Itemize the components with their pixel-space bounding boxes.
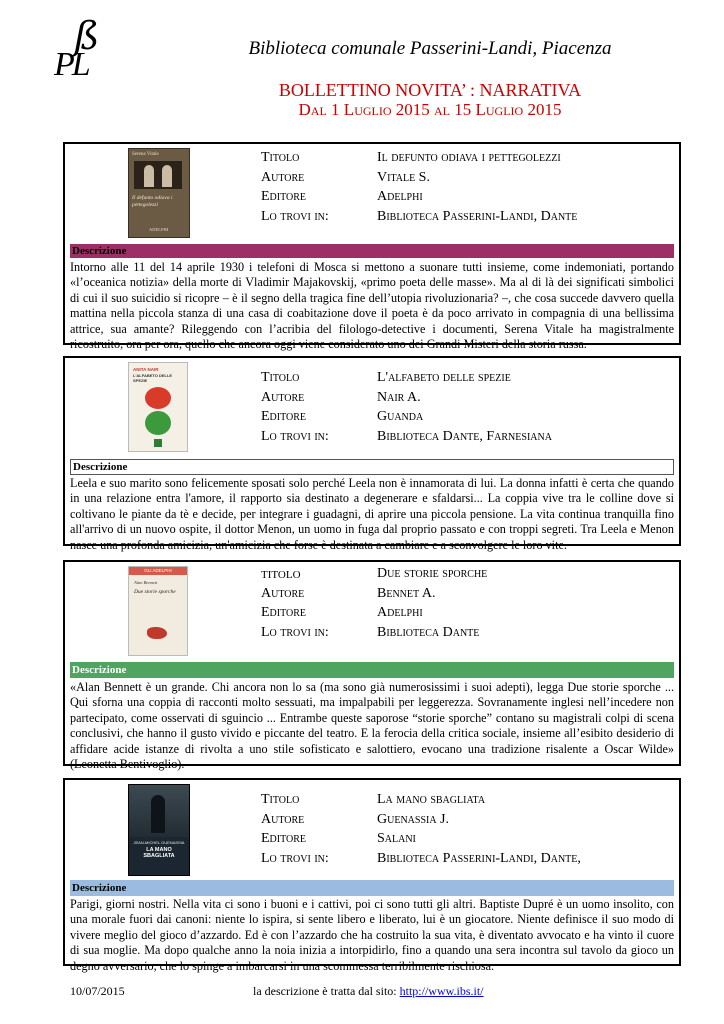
label-editore: Editore xyxy=(261,831,307,846)
book-card-1 xyxy=(63,142,681,352)
book-publisher-1: Adelphi xyxy=(377,189,423,204)
source-link[interactable]: http://www.ibs.it/ xyxy=(399,984,484,998)
cover-author-2: ANITA NAIR xyxy=(133,367,159,372)
cover-title-2: L'ALFABETO DELLE SPEZIE xyxy=(133,373,173,383)
book-cover-4 xyxy=(128,784,190,876)
footer-date: 10/07/2015 xyxy=(70,984,125,998)
cover-photo-4 xyxy=(129,785,189,837)
book-card-2 xyxy=(63,356,681,552)
book-cover-1 xyxy=(128,148,190,238)
footer-source xyxy=(253,984,484,999)
book-title-3: Due storie sporche xyxy=(377,566,488,581)
label-autore: Autore xyxy=(261,389,305,405)
label-autore: Autore xyxy=(261,811,305,827)
book-publisher-3: Adelphi xyxy=(377,605,423,620)
cover-title-4: LA MANO SBAGLIATA xyxy=(143,847,175,859)
book-location-3: Biblioteca Dante xyxy=(377,624,480,640)
label-autore: Autore xyxy=(261,585,305,601)
book-title-2: L'alfabeto delle spezie xyxy=(377,370,511,385)
label-titolo: Titolo xyxy=(261,150,300,165)
label-lo-trovi: Lo trovi in: xyxy=(261,850,329,866)
cover-title-3: Due storie sporche xyxy=(134,589,176,595)
description-header-1: Descrizione xyxy=(70,244,674,258)
book-card-4 xyxy=(63,778,681,973)
book-cover-3 xyxy=(128,566,188,656)
book-author-4: Guenassia J. xyxy=(377,811,450,827)
book-description-2: Leela e suo marito sono felicemente sposati solo perché Leela non è innamorata di lui. La donna infatti è certa che quando in una relazione entra l'amore, il rapporto sia destinato a degenerare e sfaldarsi... La coppia vive tra le colline dove si coltivano le piante da tè e decide, per integrare i guadagni, di aprire una piccola pensione. La vita continua tranquilla fino all'arrivo di un nuovo ospite, il dottor Menon, un uomo in fuga dal proprio passato e con troppi segreti. Tra Leela e Menon nasce una profonda amicizia, un'amicizia che forse è destinata a cambiare e a sconvolgere le loro vite. xyxy=(70,476,674,552)
cover-author-1: Serena Vitale xyxy=(132,152,159,157)
book-location-2: Biblioteca Dante, Farnesiana xyxy=(377,428,552,444)
bulletin-title: BOLLETTINO NOVITA’ : NARRATIVA xyxy=(278,80,582,100)
book-title-4: La mano sbagliata xyxy=(377,792,486,807)
cover-title-1: Il defunto odiava i pettegolezzi xyxy=(132,195,173,208)
label-editore: Editore xyxy=(261,189,307,204)
bulletin-period: Dal 1 Luglio 2015 al 15 Luglio 2015 xyxy=(298,100,562,119)
cover-series-3: GLI ADELPHI xyxy=(129,567,187,575)
book-title-1: Il defunto odiava i pettegolezzi xyxy=(377,150,561,165)
book-location-4: Biblioteca Passerini-Landi, Dante, xyxy=(377,850,581,866)
library-name: Biblioteca comunale Passerini-Landi, Piacenza xyxy=(248,38,612,59)
book-author-1: Vitale S. xyxy=(377,169,430,185)
book-publisher-2: Guanda xyxy=(377,409,424,424)
label-lo-trovi: Lo trovi in: xyxy=(261,428,329,444)
library-logo xyxy=(54,14,110,94)
label-lo-trovi: Lo trovi in: xyxy=(261,208,329,224)
label-titolo: Titolo xyxy=(261,792,300,807)
label-lo-trovi: Lo trovi in: xyxy=(261,624,329,640)
cover-illustration-3 xyxy=(147,627,167,639)
cover-letter-z-icon xyxy=(145,411,171,435)
book-cover-2 xyxy=(128,362,188,452)
cover-letter-a-icon xyxy=(145,387,171,409)
logo-monogram-pl: PL xyxy=(54,46,88,83)
label-titolo: TITOLO xyxy=(261,569,301,581)
cover-author-4: JEAN-MICHEL GUENASSIA xyxy=(133,840,185,845)
cover-photo-1 xyxy=(134,161,182,189)
book-publisher-4: Salani xyxy=(377,831,416,846)
description-header-4: Descrizione xyxy=(70,880,674,896)
description-header-3: Descrizione xyxy=(70,662,674,678)
label-titolo: Titolo xyxy=(261,370,300,385)
book-author-3: Bennet A. xyxy=(377,585,436,601)
cover-publisher-1: ADELPHI xyxy=(149,227,169,232)
cover-author-3: Alan Bennett xyxy=(134,580,158,585)
label-editore: Editore xyxy=(261,605,307,620)
book-description-3: «Alan Bennett è un grande. Chi ancora non lo sa (ma sono già numerosissimi i suoi adepti), legga Due storie sporche ... Qui sforna una coppia di racconti molto sessuati, ma impalpabili per leggerezza. Sovranamente inglesi nell’incedere non partecipato, come osservati di sguincio ... Entrambe queste saporose “storie sporche” contano su magistrali colpi di scena conclusivi, che hanno il gusto vivido e piccante del teatro. E la ferocia della critica sociale, insieme all’esibito desiderio di affidare acide istanze di rivolta a uno stile sofisticato e salottiero, evocano una tradizione risalente a Oscar Wilde» (Leonetta Bentivoglio). xyxy=(70,680,674,772)
book-location-1: Biblioteca Passerini-Landi, Dante xyxy=(377,208,578,224)
description-header-2: Descrizione xyxy=(70,459,674,475)
book-description-1: Intorno alle 11 del 14 aprile 1930 i telefoni di Mosca si mettono a suonare tutti insieme, come indemoniati, portando «l’oceanica notizia» della morte di Vladimir Majakovskij, «primo poeta delle masse». Ma al di là dei significati simbolici di cui il suo suicidio si ricopre – è il segno della tragica fine dell’utopia rivoluzionaria? –, che cosa succede davvero quella mattina nella piccola stanza di una casa di coabitazione dove il poeta è da poco arrivato in compagnia di una bellissima attrice, sua amante? Rileggendo con l’acribia del filologo-detective i documenti, Serena Vitale ha magistralmente ricostruito, ora per ora, quello che ancora oggi viene considerato uno dei Grandi Misteri della storia russa. xyxy=(70,260,674,352)
book-author-2: Nair A. xyxy=(377,389,421,405)
label-autore: Autore xyxy=(261,169,305,185)
book-description-4: Parigi, giorni nostri. Nella vita ci sono i buoni e i cattivi, poi ci sono tutti gli altri. Baptiste Dupré è un uomo insolito, con una morale fuori dai canoni: niente lo ispira, si sente libero e liberato, lui è un giocatore. Niente definisce il suo modo di vivere meglio del gioco d’azzardo. Ed è con l’azzardo che ha costruito la sua vita, è diventato avvocato e ha vinto il cuore di sua moglie. Ma dopo qualche anno la noia inizia a intorpidirlo, fino a quando una sera incontra sul tavolo da gioco un degno avversario, che lo spinge a imbarcarsi in una scommessa terribilmente rischiosa. xyxy=(70,897,674,973)
book-card-3 xyxy=(63,560,681,772)
label-editore: Editore xyxy=(261,409,307,424)
logo-monogram-top: ß xyxy=(74,14,100,58)
footer-source-text: la descrizione è tratta dal sito: xyxy=(253,984,400,998)
cover-publisher-logo-icon xyxy=(154,439,162,447)
